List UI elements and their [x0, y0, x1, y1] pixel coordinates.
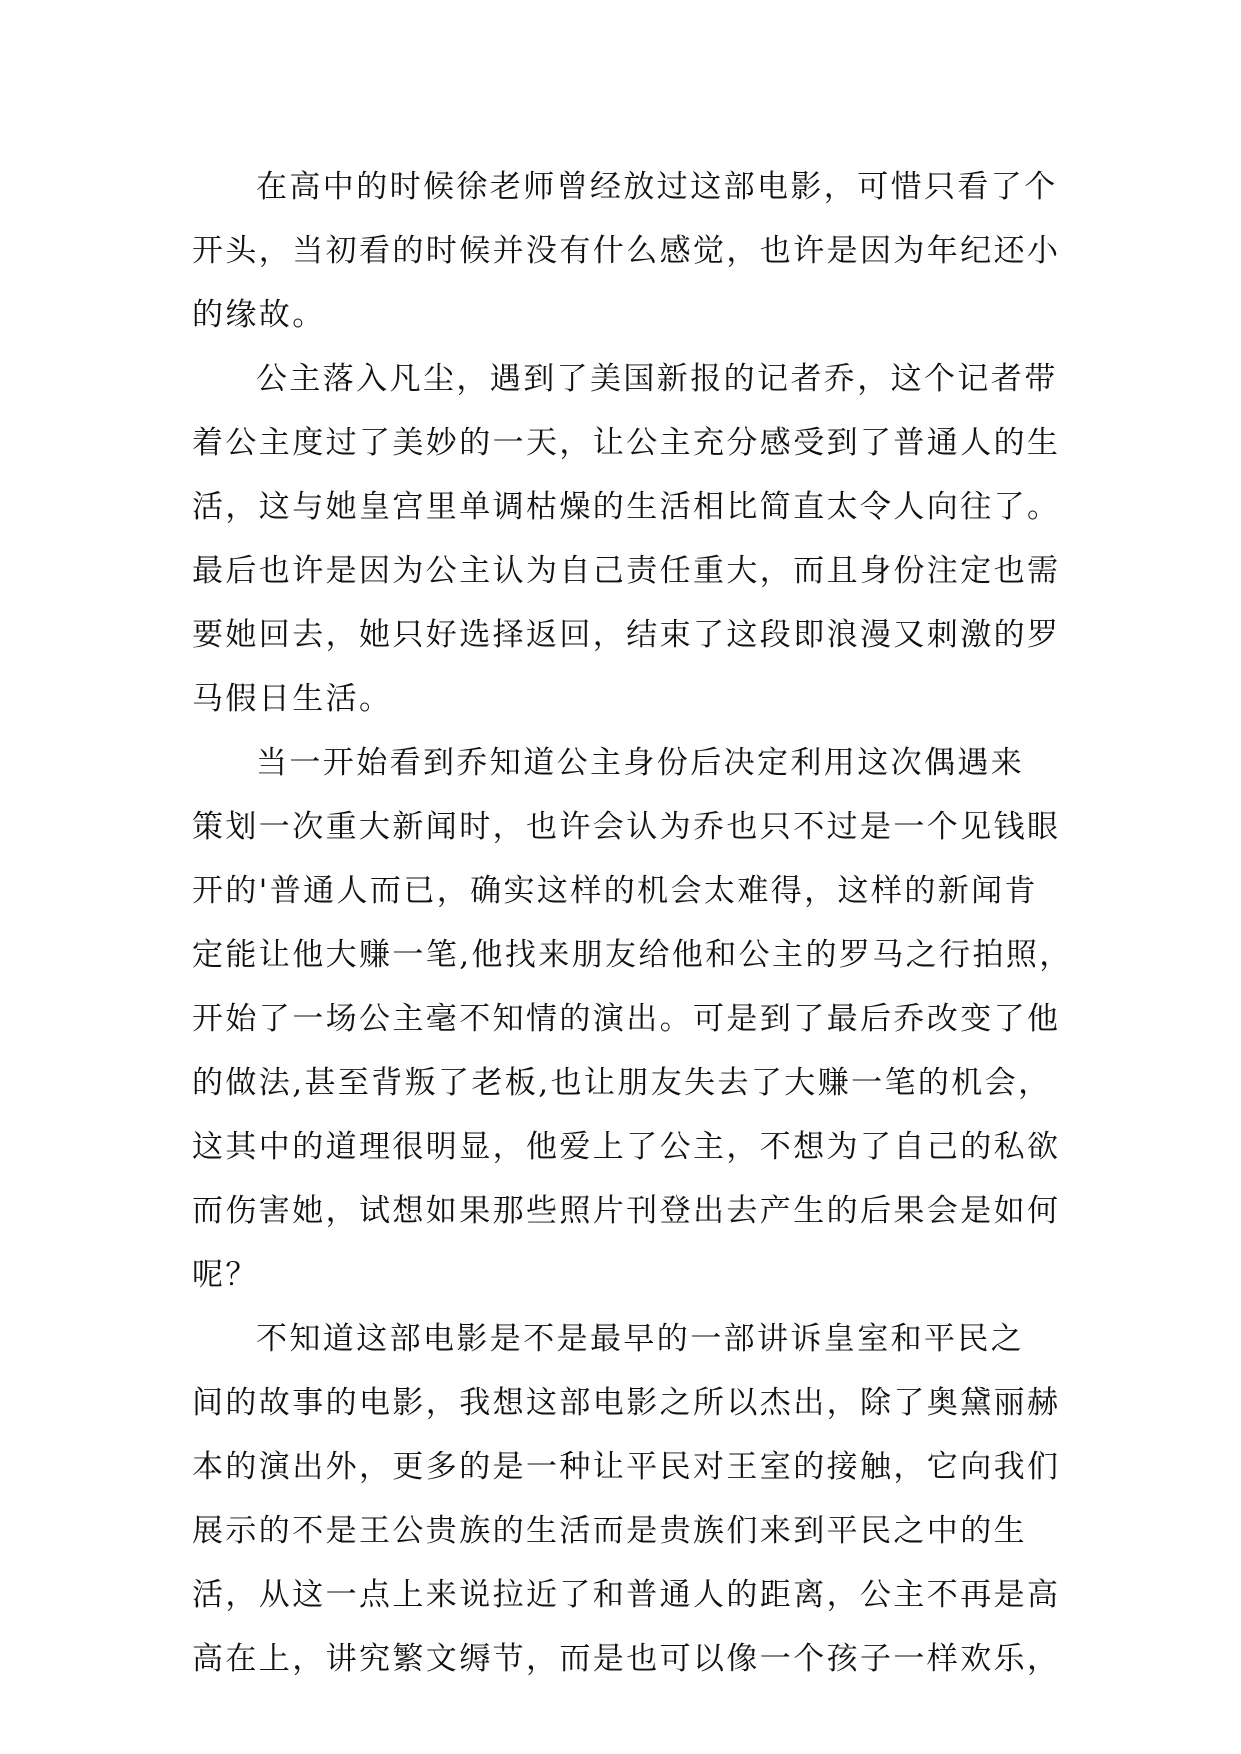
text-line: 这其中的道理很明显，他爱上了公主，不想为了自己的私欲 — [192, 1129, 1061, 1165]
text-line: 要她回去，她只好选择返回，结束了这段即浪漫又刺激的罗 — [192, 617, 1061, 653]
text-line: 定能让他大赚一笔,他找来朋友给他和公主的罗马之行拍照， — [192, 937, 1073, 973]
text-line: 而伤害她，试想如果那些照片刊登出去产生的后果会是如何 — [192, 1193, 1061, 1229]
text-line: 最后也许是因为公主认为自己责任重大，而且身份注定也需 — [192, 553, 1061, 589]
text-line: 开头，当初看的时候并没有什么感觉，也许是因为年纪还小 — [192, 233, 1061, 269]
text-line: 展示的不是王公贵族的生活而是贵族们来到平民之中的生 — [192, 1513, 1027, 1549]
text-line: 的做法,甚至背叛了老板,也让朋友失去了大赚一笔的机会， — [192, 1065, 1052, 1101]
text-line: 的缘故。 — [192, 297, 326, 333]
text-line: 活，从这一点上来说拉近了和普通人的距离，公主不再是高 — [192, 1577, 1061, 1613]
text-line: 马假日生活。 — [192, 681, 393, 717]
text-line: 高在上，讲究繁文缛节，而是也可以像一个孩子一样欢乐， — [192, 1641, 1061, 1677]
text-line: 当一开始看到乔知道公主身份后决定利用这次偶遇来 — [256, 745, 1025, 781]
text-line: 本的演出外，更多的是一种让平民对王室的接触，它向我们 — [192, 1449, 1061, 1485]
text-line: 活，这与她皇宫里单调枯燥的生活相比简直太令人向往了。 — [192, 489, 1061, 525]
text-line: 开始了一场公主毫不知情的演出。可是到了最后乔改变了他 — [192, 1001, 1061, 1037]
text-line: 策划一次重大新闻时，也许会认为乔也只不过是一个见钱眼 — [192, 809, 1061, 845]
text-line: 呢？ — [192, 1257, 259, 1293]
text-line: 间的故事的电影，我想这部电影之所以杰出，除了奥黛丽赫 — [192, 1385, 1061, 1421]
text-line: 着公主度过了美妙的一天，让公主充分感受到了普通人的生 — [192, 425, 1061, 461]
text-line: 公主落入凡尘，遇到了美国新报的记者乔，这个记者带 — [256, 361, 1058, 397]
text-line: 开的'普通人而已，确实这样的机会太难得，这样的新闻肯 — [192, 873, 1038, 909]
text-line: 不知道这部电影是不是最早的一部讲诉皇室和平民之 — [256, 1321, 1025, 1357]
text-line: 在高中的时候徐老师曾经放过这部电影，可惜只看了个 — [256, 169, 1058, 205]
essay-text — [192, 155, 1073, 1691]
